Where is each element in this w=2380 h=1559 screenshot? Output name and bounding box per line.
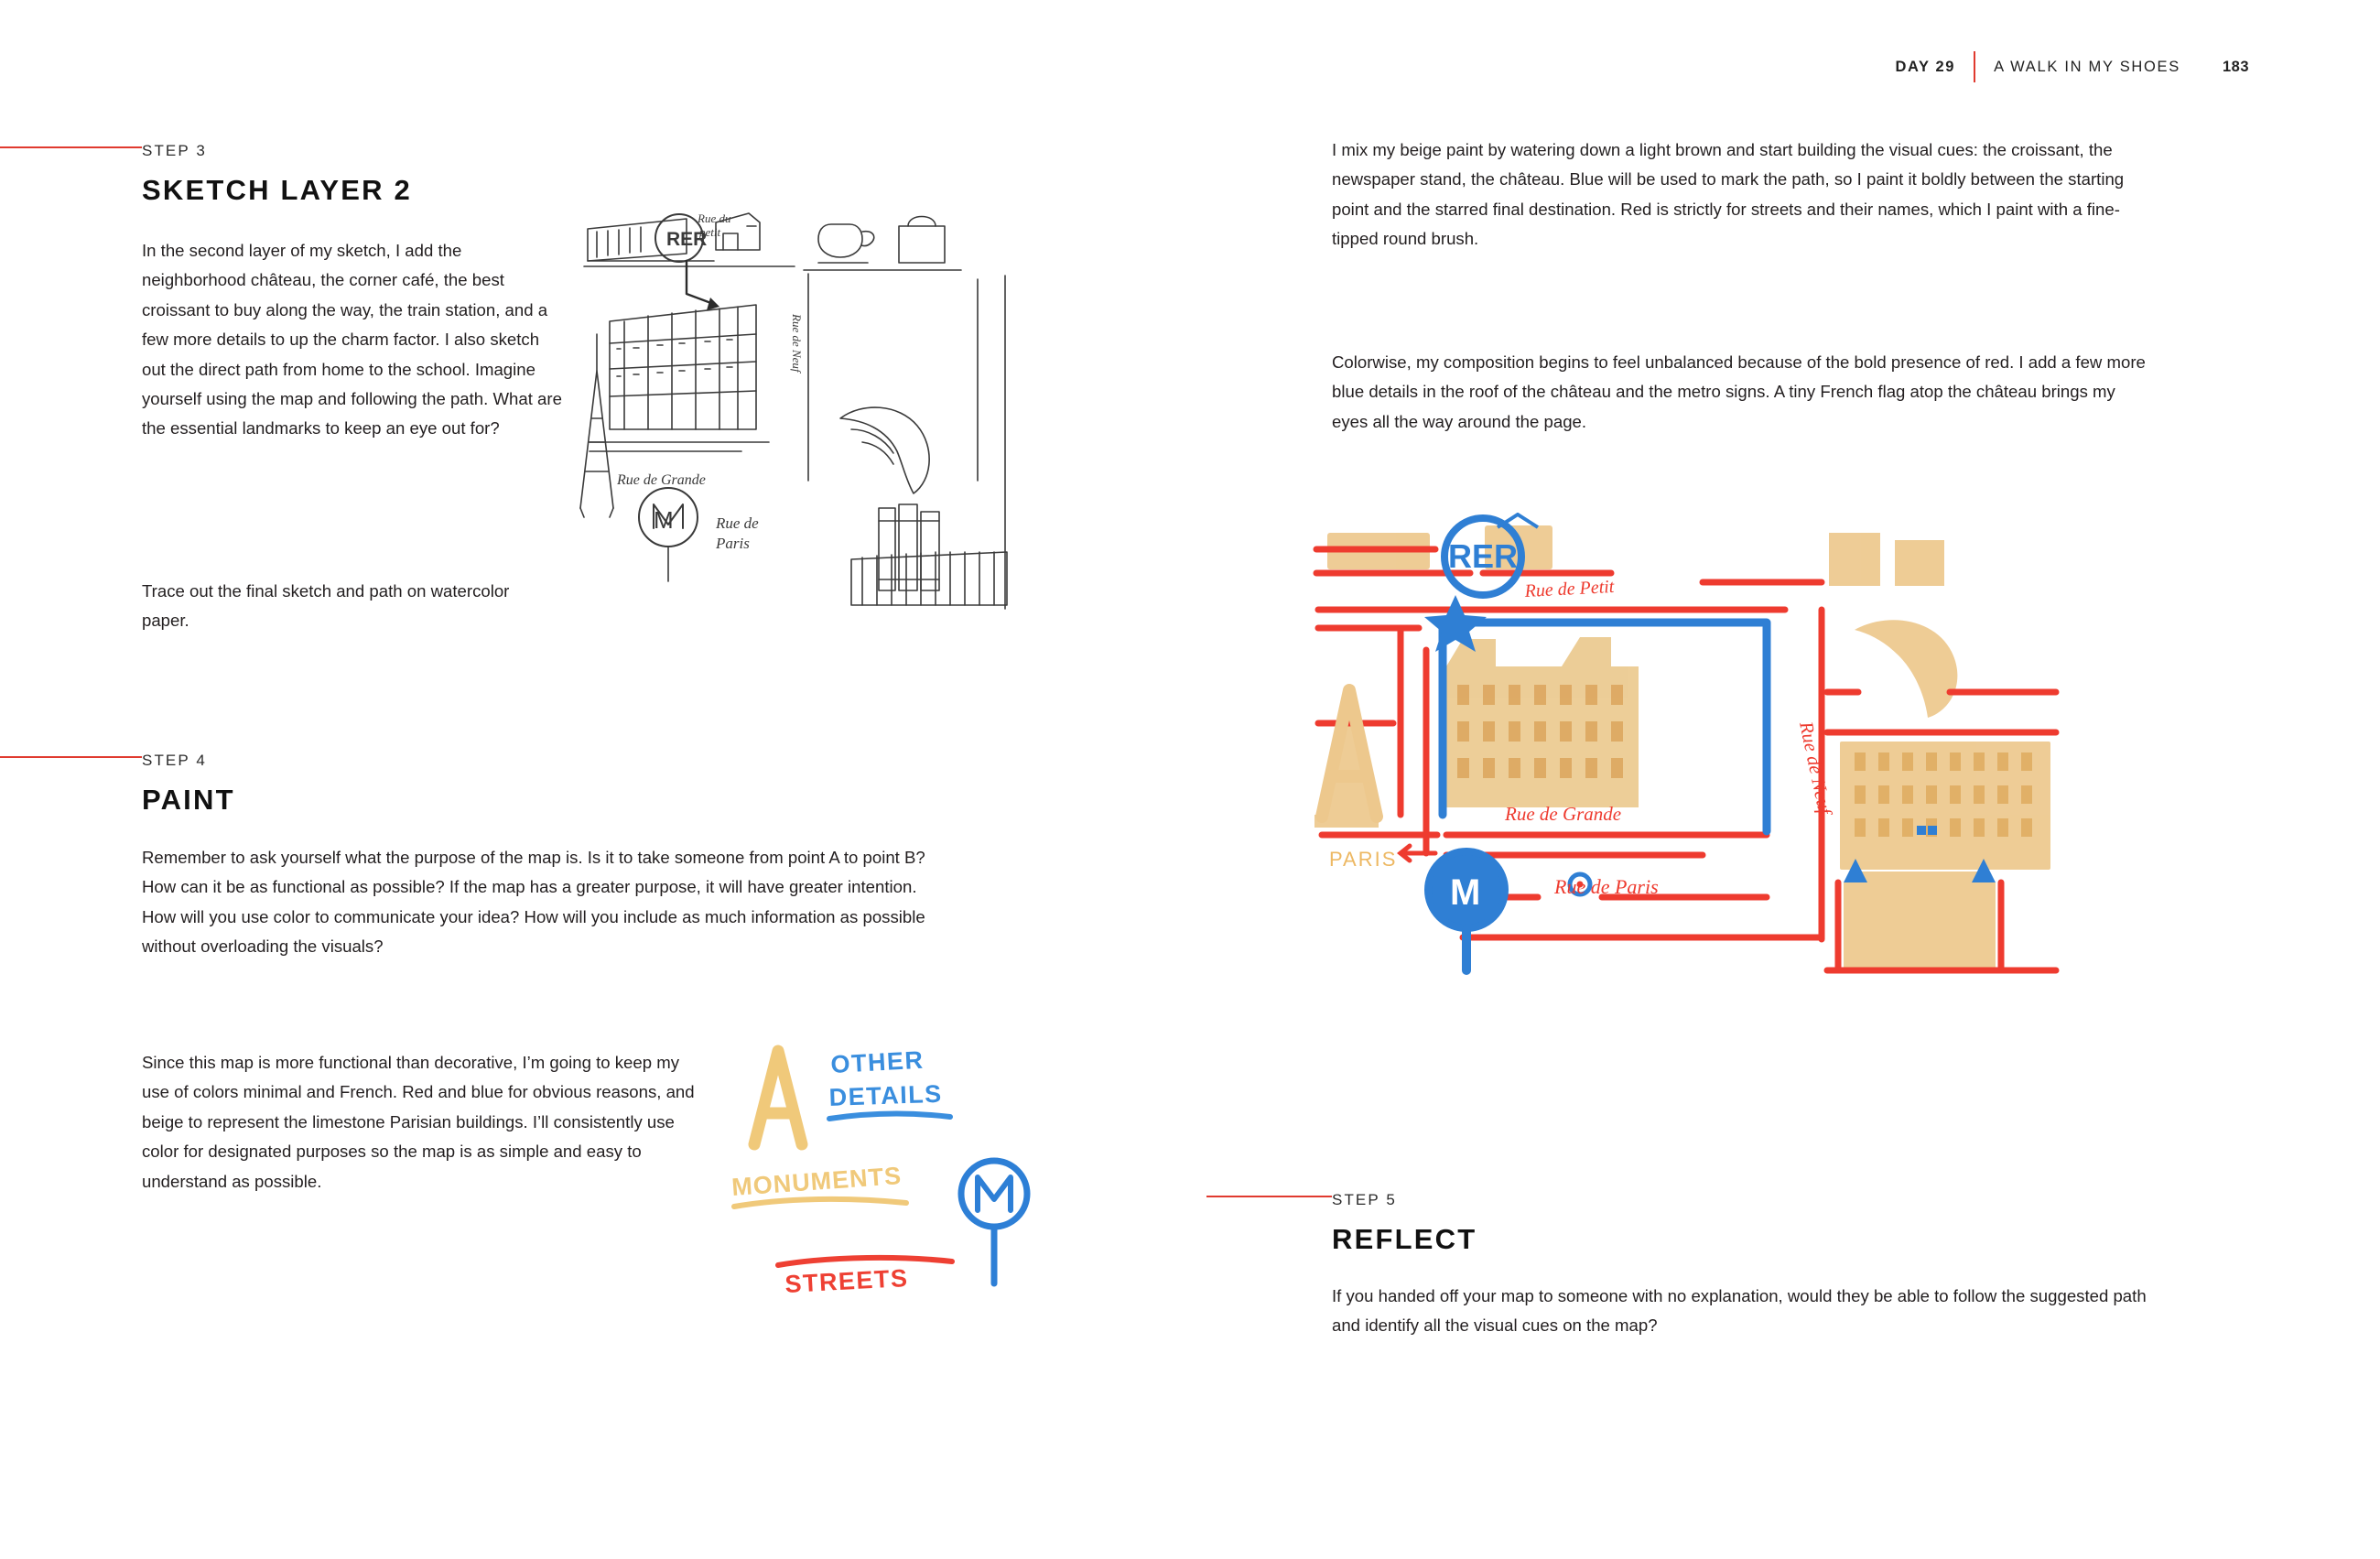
label-rue-de-neuf: Rue de Neuf [1795,720,1836,817]
right-paragraph-1: I mix my beige paint by watering down a light brown and start building the visual cues: the croissant, the newspaper stand, the château. Blue will be used to mark the path, so I paint it boldly between the starting point and the starred final destination. Red is strictly for streets and their names, which I paint with a fine-tipped round brush. [1332,140,2125,249]
page-number: 183 [2222,58,2249,75]
legend-details: DETAILS [828,1079,944,1111]
step3-title: SKETCH LAYER 2 [142,174,412,206]
step3-rule [0,146,142,148]
svg-text:Rue de Neuf: Rue de Neuf [790,314,804,373]
step5-title: REFLECT [1332,1223,1477,1255]
svg-text:Rue du: Rue du [698,211,731,225]
running-head-divider [1974,51,1975,82]
label-paris: PARIS [1329,848,1398,871]
right-paragraph-2: Colorwise, my composition begins to feel unbalanced because of the bold presence of red. I add a few more blue details in the roof of the château and the metro signs. A tiny French flag atop the château brings my eyes all the way around the page. [1332,352,2146,431]
legend-other: OTHER [829,1045,925,1078]
svg-text:M: M [1450,872,1481,913]
svg-text:RER: RER [666,229,708,250]
sketch-map-illustration [577,206,1071,645]
step5-paragraph-1: If you handed off your map to someone with no explanation, would they be able to follow the suggested path and identify all the visual cues on the map? [1332,1286,2147,1336]
painted-map-illustration [1309,513,2069,1062]
svg-text:Paris: Paris [716,535,750,552]
color-legend-illustration [723,1016,1089,1300]
legend-streets: STREETS [784,1263,910,1298]
svg-text:M: M [654,506,674,534]
step3-label: STEP 3 [142,142,207,159]
running-head-day: DAY 29 [1895,58,1956,75]
legend-monuments: MONUMENTS [730,1162,903,1201]
step4-title: PAINT [142,784,235,816]
step3-paragraph-2: Trace out the final sketch and path on watercolor paper. [142,581,510,631]
step3-paragraph-1: In the second layer of my sketch, I add the neighborhood château, the corner café, the best croissant to buy along the way, the train station, and a few more details to up the charm factor. I also sketch out the direct path from home to the school. Imagine yourself using the map and following the path. What are the essential landmarks to keep an eye out for? [142,241,562,438]
step4-rule [0,756,142,758]
step5-label: STEP 5 [1332,1191,1397,1208]
label-rue-de-grande: Rue de Grande [1505,803,1622,825]
svg-text:RER: RER [1448,537,1519,575]
step4-label: STEP 4 [142,752,207,769]
label-rue-de-paris: Rue de Paris [1554,875,1659,898]
label-rue-de-petit: Rue de Petit [1524,576,1615,601]
step4-paragraph-1: Remember to ask yourself what the purpose of the map is. Is it to take someone from point A to point B? How can it be as functional as possible? If the map has a greater purpose, it will have greater intention. How will you use color to communicate your idea? How will you include as much information as possible without overloading the visuals? [142,848,925,957]
running-head-chapter: A WALK IN MY SHOES [1994,58,2180,75]
svg-text:Rue de: Rue de [716,514,759,532]
step4-paragraph-2: Since this map is more functional than decorative, I’m going to keep my use of colors minimal and French. Red and blue for obvious reasons, and beige to represent the limestone Parisian buildings. I’ll consistently use color for designated purposes so the map is as simple and easy to understand as possible. [142,1053,695,1191]
running-head [1896,51,2250,82]
svg-text:Rue de Grande: Rue de Grande [617,472,706,488]
step5-rule [1206,1196,1332,1197]
svg-text:petit: petit [699,225,721,239]
